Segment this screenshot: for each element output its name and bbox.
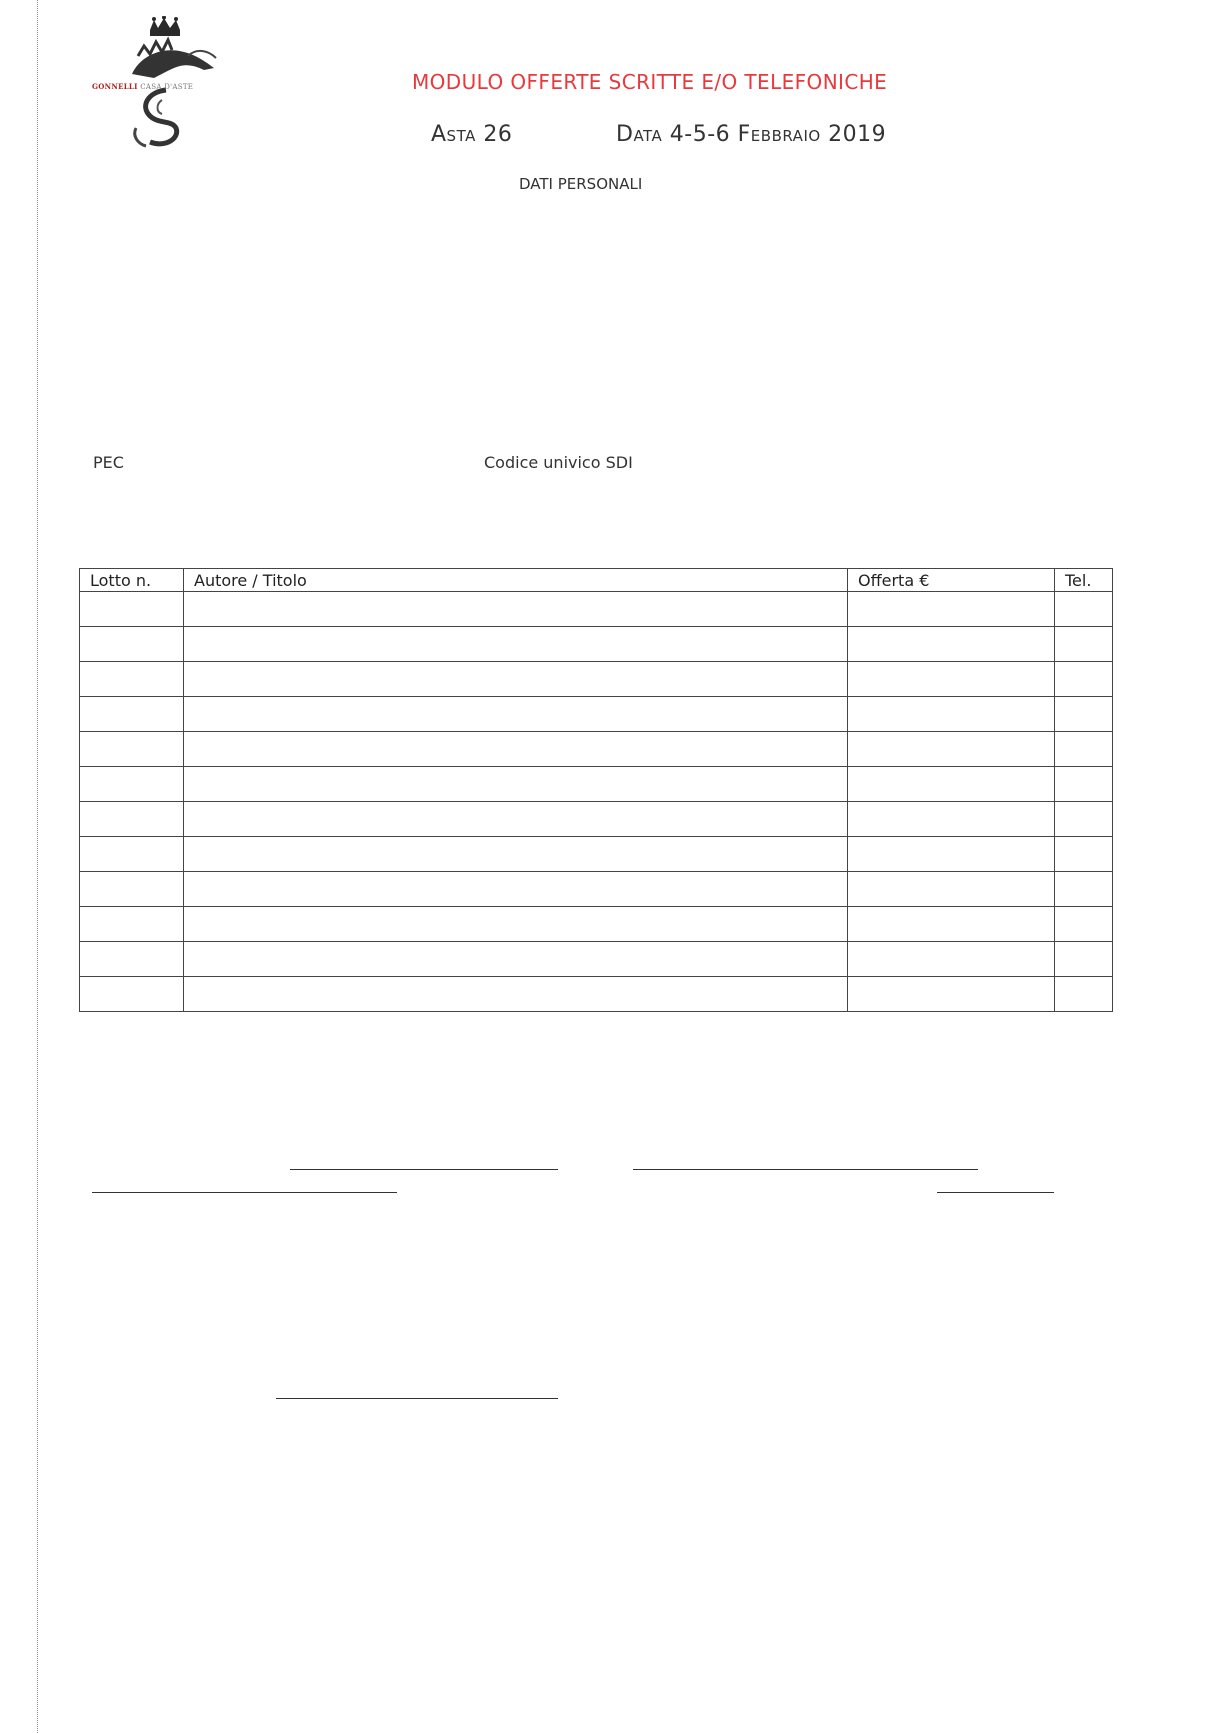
header-phone: Tel. — [1055, 569, 1113, 592]
logo-brand: GONNELLI — [92, 82, 138, 91]
cell-offer[interactable] — [848, 767, 1055, 802]
table-row — [80, 907, 1113, 942]
auction-number: Asta 26 — [431, 122, 513, 147]
auction-date: Data 4-5-6 Febbraio 2019 — [616, 122, 887, 147]
table-row — [80, 592, 1113, 627]
cell-author-title[interactable] — [184, 942, 848, 977]
cell-author-title[interactable] — [184, 662, 848, 697]
table-header-row — [80, 569, 1113, 592]
cell-offer[interactable] — [848, 627, 1055, 662]
header-lot-number: Lotto n. — [80, 569, 184, 592]
cell-lot-number[interactable] — [80, 767, 184, 802]
table-row — [80, 977, 1113, 1012]
cell-author-title[interactable] — [184, 977, 848, 1012]
cell-author-title[interactable] — [184, 837, 848, 872]
sdi-code-label: Codice univico SDI — [484, 453, 633, 472]
cell-offer[interactable] — [848, 732, 1055, 767]
cell-offer[interactable] — [848, 592, 1055, 627]
cell-phone[interactable] — [1055, 977, 1113, 1012]
cell-lot-number[interactable] — [80, 732, 184, 767]
cell-offer[interactable] — [848, 942, 1055, 977]
table-row — [80, 942, 1113, 977]
logo-tagline: CASA D'ASTE — [140, 83, 194, 91]
table-row — [80, 732, 1113, 767]
table-row — [80, 837, 1113, 872]
table-row — [80, 767, 1113, 802]
cell-lot-number[interactable] — [80, 942, 184, 977]
cell-lot-number[interactable] — [80, 592, 184, 627]
cell-author-title[interactable] — [184, 767, 848, 802]
signature-line[interactable] — [937, 1192, 1054, 1193]
cell-phone[interactable] — [1055, 697, 1113, 732]
header-author-title: Autore / Titolo — [184, 569, 848, 592]
cell-lot-number[interactable] — [80, 697, 184, 732]
cell-phone[interactable] — [1055, 627, 1113, 662]
cell-lot-number[interactable] — [80, 662, 184, 697]
cell-phone[interactable] — [1055, 907, 1113, 942]
header-offer: Offerta € — [848, 569, 1055, 592]
cell-author-title[interactable] — [184, 907, 848, 942]
cell-phone[interactable] — [1055, 732, 1113, 767]
table-row — [80, 627, 1113, 662]
cell-author-title[interactable] — [184, 802, 848, 837]
cell-offer[interactable] — [848, 977, 1055, 1012]
table-row — [80, 662, 1113, 697]
cell-author-title[interactable] — [184, 697, 848, 732]
cell-offer[interactable] — [848, 907, 1055, 942]
pec-label: PEC — [93, 453, 124, 472]
logo-text — [92, 82, 193, 91]
cell-author-title[interactable] — [184, 732, 848, 767]
cell-offer[interactable] — [848, 802, 1055, 837]
cell-offer[interactable] — [848, 837, 1055, 872]
cell-author-title[interactable] — [184, 872, 848, 907]
cell-lot-number[interactable] — [80, 627, 184, 662]
signature-line[interactable] — [276, 1398, 558, 1399]
signature-line[interactable] — [92, 1192, 397, 1193]
cell-offer[interactable] — [848, 872, 1055, 907]
signature-line[interactable] — [290, 1169, 558, 1170]
cell-offer[interactable] — [848, 697, 1055, 732]
cell-phone[interactable] — [1055, 872, 1113, 907]
cell-phone[interactable] — [1055, 802, 1113, 837]
signature-line[interactable] — [633, 1169, 978, 1170]
cell-offer[interactable] — [848, 662, 1055, 697]
cell-phone[interactable] — [1055, 942, 1113, 977]
cell-lot-number[interactable] — [80, 907, 184, 942]
personal-data-heading: DATI PERSONALI — [519, 175, 643, 193]
cell-phone[interactable] — [1055, 662, 1113, 697]
cell-phone[interactable] — [1055, 767, 1113, 802]
table-row — [80, 872, 1113, 907]
page-margin-line — [37, 0, 38, 1733]
cell-lot-number[interactable] — [80, 802, 184, 837]
cell-phone[interactable] — [1055, 592, 1113, 627]
table-row — [80, 697, 1113, 732]
cell-author-title[interactable] — [184, 627, 848, 662]
cell-lot-number[interactable] — [80, 872, 184, 907]
cell-phone[interactable] — [1055, 837, 1113, 872]
offers-table — [79, 568, 1113, 1012]
cell-author-title[interactable] — [184, 592, 848, 627]
form-title: MODULO OFFERTE SCRITTE E/O TELEFONICHE — [412, 70, 888, 94]
cell-lot-number[interactable] — [80, 977, 184, 1012]
auction-house-logo — [92, 16, 242, 151]
cell-lot-number[interactable] — [80, 837, 184, 872]
table-row — [80, 802, 1113, 837]
